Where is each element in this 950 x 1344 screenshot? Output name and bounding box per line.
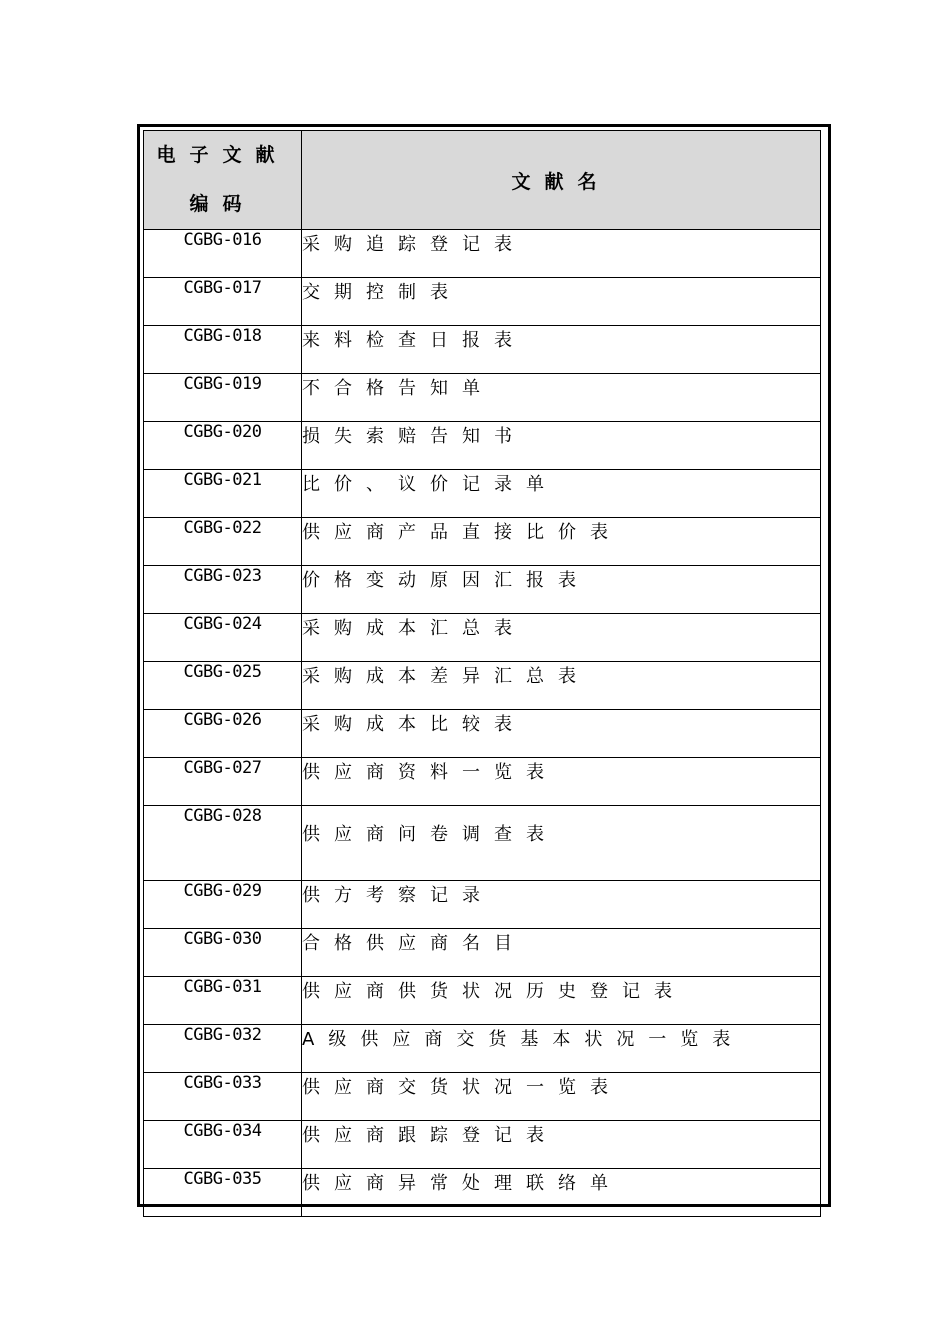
table-row (144, 566, 821, 614)
row-code: CGBG-021 (144, 470, 302, 518)
row-name: 供应商产品直接比价表 (302, 518, 821, 566)
row-name: 供应商交货状况一览表 (302, 1073, 821, 1121)
row-name: 采购追踪登记表 (302, 230, 821, 278)
row-name: 比价、议价记录单 (302, 470, 821, 518)
row-name: 供应商问卷调查表 (302, 806, 821, 881)
table-row (144, 881, 821, 929)
row-code: CGBG-023 (144, 566, 302, 614)
table-row (144, 806, 821, 881)
header-name-cell: 文献名 (302, 131, 821, 230)
row-code: CGBG-027 (144, 758, 302, 806)
row-code: CGBG-031 (144, 977, 302, 1025)
row-name: 采购成本差异汇总表 (302, 662, 821, 710)
table-row (144, 518, 821, 566)
row-code: CGBG-035 (144, 1169, 302, 1217)
table-row (144, 374, 821, 422)
header-code-line1: 电子文献 (156, 144, 289, 166)
table-row (144, 470, 821, 518)
table-row (144, 758, 821, 806)
row-code: CGBG-020 (144, 422, 302, 470)
table-header-row (144, 131, 821, 230)
row-name: A级供应商交货基本状况一览表 (302, 1025, 821, 1073)
row-name: 损失索赔告知书 (302, 422, 821, 470)
header-code-line2: 编码 (189, 193, 256, 215)
header-code-cell (144, 131, 302, 230)
row-name: 供应商供货状况历史登记表 (302, 977, 821, 1025)
table-row (144, 662, 821, 710)
row-name: 不合格告知单 (302, 374, 821, 422)
row-code: CGBG-030 (144, 929, 302, 977)
table-row (144, 230, 821, 278)
table-row (144, 278, 821, 326)
row-code: CGBG-026 (144, 710, 302, 758)
row-name: 供方考察记录 (302, 881, 821, 929)
row-name: 采购成本比较表 (302, 710, 821, 758)
table-row (144, 1025, 821, 1073)
row-name: 价格变动原因汇报表 (302, 566, 821, 614)
table-row (144, 1073, 821, 1121)
row-name: 供应商跟踪登记表 (302, 1121, 821, 1169)
table-row (144, 977, 821, 1025)
table-row (144, 929, 821, 977)
row-name: 交期控制表 (302, 278, 821, 326)
row-code: CGBG-016 (144, 230, 302, 278)
table-row (144, 326, 821, 374)
row-code: CGBG-034 (144, 1121, 302, 1169)
table-row (144, 1121, 821, 1169)
row-code: CGBG-029 (144, 881, 302, 929)
row-code: CGBG-024 (144, 614, 302, 662)
row-code: CGBG-022 (144, 518, 302, 566)
row-name: 来料检查日报表 (302, 326, 821, 374)
row-code: CGBG-033 (144, 1073, 302, 1121)
row-name: 供应商异常处理联络单 (302, 1169, 821, 1217)
row-code: CGBG-028 (144, 806, 302, 881)
document-frame (137, 124, 831, 1207)
table-row (144, 1169, 821, 1217)
row-code: CGBG-018 (144, 326, 302, 374)
row-code: CGBG-032 (144, 1025, 302, 1073)
document-table (143, 130, 821, 1217)
row-name: 合格供应商名目 (302, 929, 821, 977)
table-row (144, 422, 821, 470)
row-code: CGBG-025 (144, 662, 302, 710)
table-row (144, 614, 821, 662)
row-code: CGBG-017 (144, 278, 302, 326)
row-code: CGBG-019 (144, 374, 302, 422)
row-name: 采购成本汇总表 (302, 614, 821, 662)
row-name: 供应商资料一览表 (302, 758, 821, 806)
table-row (144, 710, 821, 758)
